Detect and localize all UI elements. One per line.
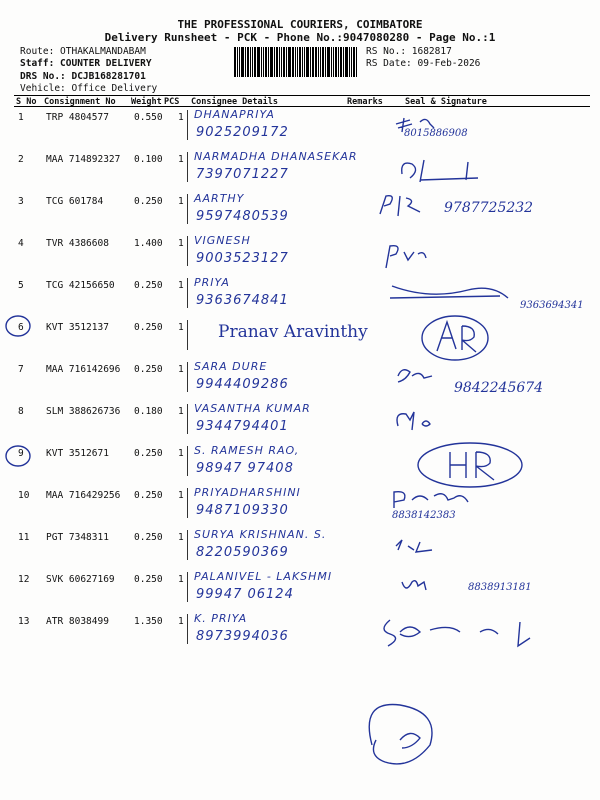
col-consignee: Consignee Details (191, 97, 278, 107)
row-pcs: 1 (178, 196, 184, 207)
row-pcs: 1 (178, 532, 184, 543)
consignee-phone: 9025209172 (196, 125, 289, 140)
row-weight: 1.350 (134, 616, 163, 627)
row-consignment: SLM 388626736 (46, 406, 121, 417)
consignee-phone: 7397071227 (196, 167, 289, 182)
row-sno: 7 (18, 364, 24, 375)
row-pcs: 1 (178, 406, 184, 417)
row-sno: 10 (18, 490, 30, 501)
row-consignment: SVK 60627169 (46, 574, 115, 585)
row-consignment: MAA 716429256 (46, 490, 121, 501)
row-pcs: 1 (178, 616, 184, 627)
consignee-name: PRIYA (194, 276, 230, 289)
row-weight: 0.250 (134, 280, 163, 291)
seal-initials-9 (450, 452, 494, 480)
handwritten-phone: 8015886908 (404, 128, 468, 139)
row-weight: 0.250 (134, 490, 163, 501)
row-weight: 0.250 (134, 574, 163, 585)
consignee-name: VASANTHA KUMAR (194, 402, 311, 415)
row-weight: 0.250 (134, 322, 163, 333)
col-remarks: Remarks (347, 97, 383, 107)
row-weight: 0.250 (134, 532, 163, 543)
col-consignment: Consignment No (44, 97, 116, 107)
col-weight: Weight (131, 97, 162, 107)
consignee-name: VIGNESH (194, 234, 251, 247)
circle-mark-9 (6, 446, 30, 466)
row-sno: 13 (18, 616, 30, 627)
seal-initials-6 (437, 322, 476, 352)
consignee-name: NARMADHA DHANASEKAR (194, 150, 358, 163)
consignee-phone: 9944409286 (196, 377, 289, 392)
consignee-phone: 9003523127 (196, 251, 289, 266)
seal-stamp-6 (422, 316, 488, 360)
row-sno: 9 (18, 448, 24, 459)
row-pcs: 1 (178, 154, 184, 165)
handwritten-phone: 9787725232 (444, 200, 534, 216)
consignee-phone: 8973994036 (196, 629, 289, 644)
row-sno: 1 (18, 112, 24, 123)
handwritten-phone: 9363694341 (520, 300, 584, 311)
col-sno: S No (16, 97, 37, 107)
row-weight: 0.250 (134, 448, 163, 459)
row-consignment: MAA 716142696 (46, 364, 121, 375)
consignee-phone: 8220590369 (196, 545, 289, 560)
handwritten-phone: 8838913181 (468, 582, 532, 593)
row-sno: 12 (18, 574, 30, 585)
consignee-phone: 99947 06124 (196, 587, 294, 602)
row-weight: 0.180 (134, 406, 163, 417)
row-pcs: 1 (178, 322, 184, 333)
row-consignment: TCG 42156650 (46, 280, 115, 291)
row-consignment: TCG 601784 (46, 196, 104, 207)
row-pcs: 1 (178, 238, 184, 249)
circle-mark-6 (6, 316, 30, 336)
consignee-name: AARTHY (194, 192, 245, 205)
row-consignment: PGT 7348311 (46, 532, 109, 543)
staff: Staff: COUNTER DELIVERY (20, 58, 152, 69)
consignee-phone: 9487109330 (196, 503, 289, 518)
company-title: THE PROFESSIONAL COURIERS, COIMBATORE (177, 18, 423, 31)
row-pcs: 1 (178, 112, 184, 123)
consignee-phone: 98947 97408 (196, 461, 294, 476)
row-sno: 5 (18, 280, 24, 291)
scribble-mark (369, 705, 432, 764)
rs-date: RS Date: 09-Feb-2026 (366, 58, 481, 69)
row-consignment: KVT 3512137 (46, 322, 109, 333)
row-pcs: 1 (178, 574, 184, 585)
vehicle: Vehicle: Office Delivery (20, 83, 158, 94)
rs-number: RS No.: 1682817 (366, 46, 452, 57)
row-weight: 0.250 (134, 196, 163, 207)
row-pcs: 1 (178, 490, 184, 501)
row-pcs: 1 (178, 364, 184, 375)
row-sno: 3 (18, 196, 24, 207)
row-consignment: ATR 8038499 (46, 616, 109, 627)
row-sno: 6 (18, 322, 24, 333)
row-consignment: MAA 714892327 (46, 154, 121, 165)
row-weight: 1.400 (134, 238, 163, 249)
consignee-phone: 9363674841 (196, 293, 289, 308)
route: Route: OTHAKALMANDABAM (20, 46, 146, 57)
row-weight: 0.100 (134, 154, 163, 165)
runsheet-title: Delivery Runsheet - PCK - Phone No.:9047080280 - Page No.:1 (104, 31, 496, 44)
consignee-name: PRIYADHARSHINI (194, 486, 301, 499)
row-sno: 11 (18, 532, 30, 543)
consignee-name: SURYA KRISHNAN. S. (194, 528, 327, 541)
row-sno: 2 (18, 154, 24, 165)
consignee-name: SARA DURE (194, 360, 268, 373)
row-consignment: TRP 4804577 (46, 112, 109, 123)
consignee-name: Pranav Aravinthy (218, 322, 368, 342)
handwritten-phone: 8838142383 (392, 510, 456, 521)
handwritten-phone: 9842245674 (454, 380, 544, 396)
drs-number: DRS No.: DCJB168281701 (20, 71, 146, 82)
row-sno: 4 (18, 238, 24, 249)
strike-through-5 (390, 286, 508, 298)
row-pcs: 1 (178, 448, 184, 459)
seal-stamp-9 (418, 443, 522, 487)
row-weight: 0.250 (134, 364, 163, 375)
consignee-name: PALANIVEL - LAKSHMI (194, 570, 333, 583)
consignee-phone: 9597480539 (196, 209, 289, 224)
row-pcs: 1 (178, 280, 184, 291)
row-weight: 0.550 (134, 112, 163, 123)
consignee-name: K. PRIYA (194, 612, 248, 625)
consignee-name: S. RAMESH RAO, (194, 444, 300, 457)
row-consignment: TVR 4386608 (46, 238, 109, 249)
col-seal: Seal & Signature (405, 97, 487, 107)
row-sno: 8 (18, 406, 24, 417)
consignee-phone: 9344794401 (196, 419, 289, 434)
scribble-mark-inner (400, 733, 420, 748)
consignee-name: DHANAPRIYA (194, 108, 275, 121)
row-consignment: KVT 3512671 (46, 448, 109, 459)
col-pcs: PCS (164, 97, 180, 107)
